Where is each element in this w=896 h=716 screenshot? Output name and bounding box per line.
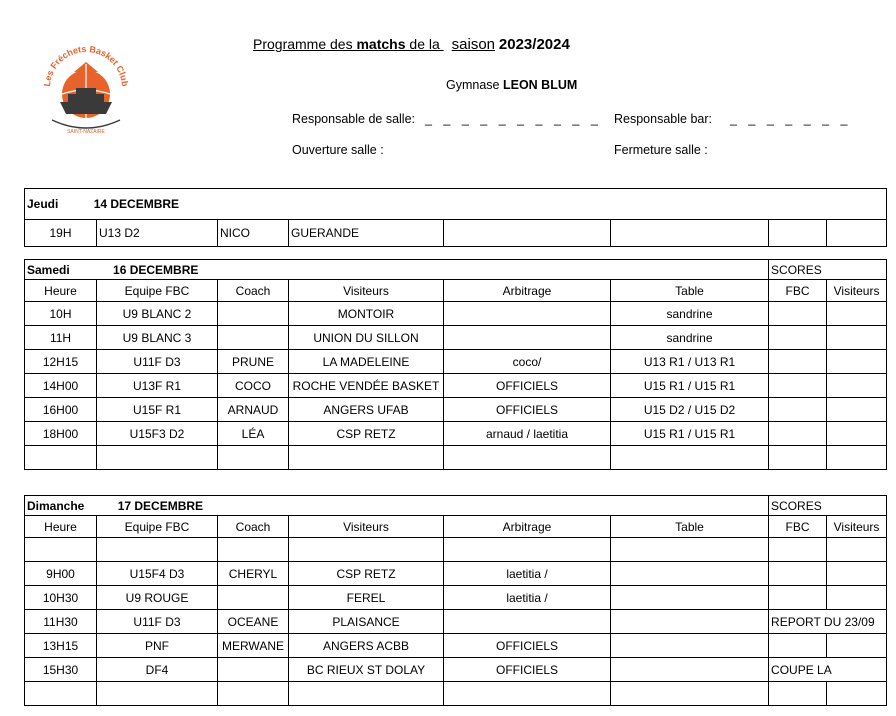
cell-visiteurs: LA MADELEINE [289,350,444,374]
saturday-table [24,259,887,470]
cell-score-visiteurs [827,398,887,422]
cell-coach: COCO [218,374,289,398]
sunday-table [24,495,887,706]
cell-arbitrage [444,446,611,470]
cell-equipe: U11F D3 [97,610,218,634]
gym-label: Gymnase [446,78,503,92]
cell-visiteurs: BC RIEUX ST DOLAY [289,658,444,682]
cell-visiteurs [289,538,444,562]
cell-heure: 16H00 [25,398,97,422]
cell-score-fbc [769,350,827,374]
cell-heure: 12H15 [25,350,97,374]
cell-arbitrage [444,682,611,706]
resp-bar-blank: _ _ _ _ _ _ _ [730,112,852,126]
cell-equipe [97,682,218,706]
table-row [25,586,887,610]
cell-equipe: U13 D2 [97,220,218,247]
table-row [25,350,887,374]
cell-coach: ARNAUD [218,398,289,422]
table-row [25,220,887,247]
col-arbitrage: Arbitrage [444,280,611,302]
cell-table: sandrine [611,302,769,326]
table-row [25,658,887,682]
cell-coach: PRUNE [218,350,289,374]
cell-heure: 15H30 [25,658,97,682]
table-row [25,610,887,634]
cell-score-visiteurs [827,374,887,398]
cell-coach: OCEANE [218,610,289,634]
cell-equipe [97,538,218,562]
cell-score-visiteurs [827,446,887,470]
cell-score-fbc [769,562,827,586]
cell-score-fbc [769,682,827,706]
sunday-column-headers [25,516,887,538]
logo-text-bottom: SAINT-NAZAIRE [67,129,105,135]
title-season: 2023/2024 [498,36,570,53]
cell-arbitrage: OFFICIELS [444,634,611,658]
cell-heure: 14H00 [25,374,97,398]
cell-equipe: DF4 [97,658,218,682]
cell-table: U15 D2 / U15 D2 [611,398,769,422]
cell-heure: 13H15 [25,634,97,658]
col-coach: Coach [218,280,289,302]
col-score-visiteurs: Visiteurs [827,280,887,302]
table-row [25,398,887,422]
cell-equipe: U15F R1 [97,398,218,422]
cell-score-visiteurs [827,562,887,586]
cell-table [611,658,769,682]
cell-score-fbc: COUPE LA [769,658,887,682]
col-equipe: Equipe FBC [97,280,218,302]
cell-equipe [97,446,218,470]
cell-score-visiteurs [827,586,887,610]
col-heure: Heure [25,516,97,538]
saturday-column-headers [25,280,887,302]
cell-table: sandrine [611,326,769,350]
cell-table [611,610,769,634]
cell-arbitrage [444,326,611,350]
cell-score-fbc [769,586,827,610]
cell-coach [218,326,289,350]
gym-line [446,78,577,92]
cell-heure: 19H [25,220,97,247]
resp-salle-blank: _ _ _ _ _ _ _ _ _ _ [425,112,602,126]
cell-arbitrage: OFFICIELS [444,398,611,422]
page-title [253,36,570,53]
scores-header: SCORES [769,496,887,516]
cell-visiteurs: GUERANDE [289,220,444,247]
cell-visiteurs [289,446,444,470]
cell-score-fbc [769,302,827,326]
cell-score-visiteurs [827,538,887,562]
cell-score-visiteurs [827,302,887,326]
thursday-day: Jeudi [27,197,59,211]
cell-equipe: U15F4 D3 [97,562,218,586]
cell-coach [218,446,289,470]
gym-name: LEON BLUM [502,78,578,92]
cell-arbitrage [444,302,611,326]
cell-table: U13 R1 / U13 R1 [611,350,769,374]
cell-heure: 10H30 [25,586,97,610]
cell-table [611,220,769,247]
table-row [25,562,887,586]
cell-coach: NICO [218,220,289,247]
cell-equipe: U9 ROUGE [97,586,218,610]
cell-score-fbc [769,422,827,446]
sunday-date: 17 DECEMBRE [117,498,204,513]
cell-score-visiteurs [827,422,887,446]
col-score-fbc: FBC [769,280,827,302]
cell-visiteurs: FEREL [289,586,444,610]
col-arbitrage: Arbitrage [444,516,611,538]
cell-equipe: U9 BLANC 2 [97,302,218,326]
sunday-day: Dimanche [27,498,85,513]
col-table: Table [611,280,769,302]
cell-coach [218,682,289,706]
cell-score-visiteurs [827,634,887,658]
table-row [25,302,887,326]
cell-arbitrage [444,610,611,634]
table-row [25,422,887,446]
table-row [25,326,887,350]
ouverture-label: Ouverture salle : [292,143,384,157]
cell-equipe: U15F3 D2 [97,422,218,446]
saturday-date: 16 DECEMBRE [113,262,199,277]
cell-visiteurs: CSP RETZ [289,422,444,446]
cell-coach [218,658,289,682]
col-visiteurs: Visiteurs [289,280,444,302]
cell-coach: CHERYL [218,562,289,586]
col-score-visiteurs: Visiteurs [827,516,887,538]
cell-table [611,634,769,658]
cell-visiteurs: ANGERS UFAB [289,398,444,422]
title-bold: matchs [356,36,406,52]
cell-visiteurs [289,682,444,706]
cell-table [611,538,769,562]
sunday-day-row [25,496,887,516]
cell-equipe: U13F R1 [97,374,218,398]
cell-score-fbc [769,398,827,422]
cell-table [611,586,769,610]
cell-heure: 11H [25,326,97,350]
cell-coach [218,302,289,326]
cell-coach [218,586,289,610]
cell-equipe: PNF [97,634,218,658]
scores-header: SCORES [769,260,887,280]
cell-visiteurs: ROCHE VENDÉE BASKET [289,374,444,398]
table-row [25,446,887,470]
cell-score-fbc [769,374,827,398]
thursday-table [24,188,887,247]
col-coach: Coach [218,516,289,538]
saturday-day: Samedi [27,262,70,277]
cell-score-visiteurs [827,682,887,706]
resp-bar-label: Responsable bar: [614,112,712,126]
cell-coach: LÉA [218,422,289,446]
cell-table [611,446,769,470]
cell-table: U15 R1 / U15 R1 [611,374,769,398]
thursday-day-row [25,189,887,220]
table-row [25,634,887,658]
cell-visiteurs: UNION DU SILLON [289,326,444,350]
cell-coach: MERWANE [218,634,289,658]
cell-arbitrage: laetitia / [444,586,611,610]
cell-coach [218,538,289,562]
fermeture-label: Fermeture salle : [614,143,708,157]
resp-salle-label: Responsable de salle: [292,112,415,126]
cell-heure [25,682,97,706]
col-score-fbc: FBC [769,516,827,538]
cell-arbitrage: coco/ [444,350,611,374]
cell-score-fbc [769,326,827,350]
cell-score-fbc [769,538,827,562]
logo-text-top: Les Fréchets Basket Club [41,43,131,87]
thursday-date: 14 DECEMBRE [93,197,180,211]
cell-score-fbc [769,220,827,247]
title-part2: de la [405,36,444,52]
cell-score-fbc: REPORT DU 23/09 [769,610,887,634]
cell-score-fbc [769,634,827,658]
cell-arbitrage [444,538,611,562]
cell-heure: 18H00 [25,422,97,446]
cell-table [611,562,769,586]
table-row [25,538,887,562]
col-heure: Heure [25,280,97,302]
col-table: Table [611,516,769,538]
cell-score-fbc [769,446,827,470]
title-part1: Programme des [253,36,357,52]
cell-heure [25,538,97,562]
cell-visiteurs: PLAISANCE [289,610,444,634]
cell-score-visiteurs [827,350,887,374]
saturday-day-row [25,260,887,280]
cell-heure: 11H30 [25,610,97,634]
cell-equipe: U9 BLANC 3 [97,326,218,350]
cell-score-visiteurs [827,220,887,247]
cell-arbitrage: OFFICIELS [444,658,611,682]
table-row [25,682,887,706]
cell-equipe: U11F D3 [97,350,218,374]
club-logo [36,36,136,136]
cell-visiteurs: ANGERS ACBB [289,634,444,658]
cell-arbitrage: laetitia / [444,562,611,586]
col-equipe: Equipe FBC [97,516,218,538]
cell-arbitrage [444,220,611,247]
cell-table: U15 R1 / U15 R1 [611,422,769,446]
cell-visiteurs: MONTOIR [289,302,444,326]
cell-arbitrage: OFFICIELS [444,374,611,398]
cell-heure: 9H00 [25,562,97,586]
cell-visiteurs: CSP RETZ [289,562,444,586]
table-row [25,374,887,398]
col-visiteurs: Visiteurs [289,516,444,538]
cell-table [611,682,769,706]
cell-arbitrage: arnaud / laetitia [444,422,611,446]
cell-heure [25,446,97,470]
cell-heure: 10H [25,302,97,326]
title-season-word: saison [451,36,496,53]
cell-score-visiteurs [827,326,887,350]
